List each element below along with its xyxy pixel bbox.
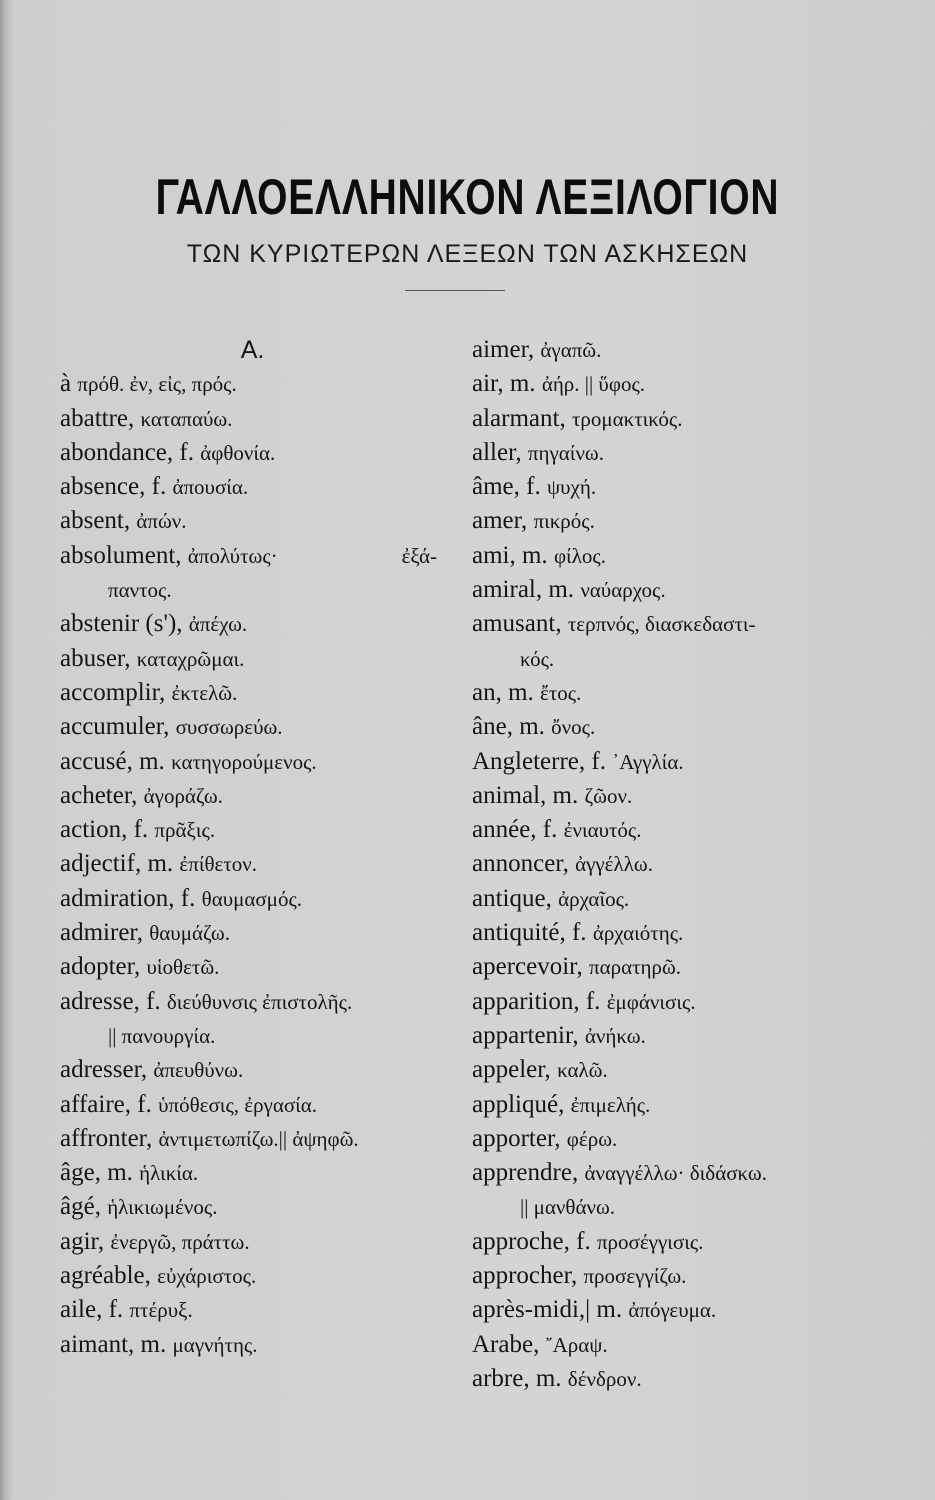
- greek-translation: κός.: [520, 646, 555, 671]
- dictionary-entry: [472, 985, 882, 1019]
- greek-translation: φίλος.: [553, 543, 606, 568]
- headword: aimant, m.: [60, 1330, 167, 1358]
- greek-translation: τρομακτικός.: [571, 406, 683, 431]
- headword: appeler,: [472, 1056, 551, 1084]
- greek-translation: ἀγγέλλω.: [575, 852, 653, 877]
- dictionary-entry: [472, 1088, 882, 1122]
- page-title: ΓΑΛΛΟΕΛΛΗΝΙΚΟΝ ΛΕΞΙΛΟΓΙΟΝ: [155, 169, 780, 225]
- greek-translation: πρᾶξις.: [154, 818, 216, 843]
- dictionary-entry: [60, 779, 460, 813]
- headword: adresser,: [60, 1056, 148, 1084]
- headword: amer,: [472, 507, 528, 535]
- entry-continuation: [472, 1190, 882, 1224]
- greek-translation: ναύαρχος.: [580, 578, 666, 603]
- headword: admiration, f.: [60, 884, 196, 912]
- headword: âge, m.: [60, 1159, 133, 1187]
- dictionary-entry: [472, 745, 882, 779]
- dictionary-entry: [60, 813, 460, 847]
- headword: aller,: [472, 438, 522, 466]
- headword: annoncer,: [472, 850, 569, 878]
- dictionary-entry: [472, 607, 882, 641]
- greek-translation-cont: ἐξά-: [401, 543, 437, 568]
- greek-translation: καταπαύω.: [140, 406, 233, 431]
- greek-translation: παντος.: [108, 578, 172, 603]
- greek-translation: προσεγγίζω.: [583, 1264, 687, 1289]
- headword: adopter,: [60, 953, 141, 981]
- dictionary-entry: [60, 470, 460, 504]
- greek-translation: ἡλικιωμένος.: [107, 1195, 218, 1220]
- dictionary-entry: [60, 504, 460, 538]
- left-column: [60, 333, 460, 1362]
- headword: âme, f.: [472, 473, 541, 501]
- headword: âne, m.: [472, 713, 545, 741]
- greek-translation: ἀπών.: [136, 509, 187, 534]
- greek-translation: ἀφθονία.: [200, 440, 276, 465]
- greek-translation: ἀπολύτως·: [187, 543, 278, 568]
- dictionary-entry: [60, 402, 460, 436]
- dictionary-entry: [60, 539, 437, 573]
- right-column: [472, 333, 882, 1396]
- headword: apporter,: [472, 1124, 561, 1152]
- greek-translation: ὄνος.: [551, 715, 596, 740]
- dictionary-entry: [60, 916, 460, 950]
- headword: appartenir,: [472, 1021, 579, 1049]
- dictionary-entry: [472, 504, 882, 538]
- dictionary-entry: [60, 1053, 460, 1087]
- headword: à: [60, 370, 72, 398]
- greek-translation: συσσωρεύω.: [175, 715, 283, 740]
- headword: approche, f.: [472, 1227, 591, 1255]
- dictionary-entry: [60, 436, 460, 470]
- dictionary-entry: [60, 367, 460, 401]
- headword: abondance, f.: [60, 438, 194, 466]
- headword: absent,: [60, 507, 131, 535]
- greek-translation: ὑπόθεσις, ἐργασία.: [158, 1092, 318, 1117]
- dictionary-entry: [472, 436, 882, 470]
- headword: an, m.: [472, 678, 534, 706]
- headword: abattre,: [60, 404, 135, 432]
- greek-translation: πτέρυξ.: [129, 1298, 193, 1323]
- greek-translation: ῎Αραψ.: [545, 1332, 608, 1357]
- dictionary-entry: [472, 813, 882, 847]
- dictionary-entry: [472, 367, 882, 401]
- greek-translation: ἐνεργῶ, πράττω.: [110, 1229, 250, 1254]
- greek-translation: ἀγοράζω.: [143, 783, 223, 808]
- headword: âgé,: [60, 1193, 101, 1221]
- headword: agréable,: [60, 1262, 151, 1290]
- dictionary-entry: [60, 1328, 460, 1362]
- greek-translation: εὐχάριστος.: [157, 1264, 257, 1289]
- dictionary-entry: [60, 847, 460, 881]
- greek-translation: υἱοθετῶ.: [146, 955, 220, 980]
- greek-translation: ἀρχαιότης.: [592, 921, 684, 946]
- headword: adjectif, m.: [60, 850, 174, 878]
- headword: apparition, f.: [472, 987, 601, 1015]
- greek-translation: προσέγγισις.: [596, 1229, 704, 1254]
- headword: alarmant,: [472, 404, 566, 432]
- dictionary-entry: [472, 402, 882, 436]
- headword: amiral, m.: [472, 576, 575, 604]
- headword: absolument,: [60, 541, 182, 569]
- headword: accusé, m.: [60, 747, 165, 775]
- greek-translation: ἀνήκω.: [584, 1023, 646, 1048]
- headword: arbre, m.: [472, 1364, 562, 1392]
- dictionary-entry: [472, 1362, 882, 1396]
- dictionary-entry: [60, 985, 460, 1019]
- dictionary-entry: [60, 1293, 460, 1327]
- section-letter: A.: [240, 336, 265, 364]
- dictionary-entry: [472, 779, 882, 813]
- greek-translation: θαυμάζω.: [149, 921, 230, 946]
- headword: après-midi,| m.: [472, 1296, 623, 1324]
- headword: aimer,: [472, 336, 535, 363]
- greek-translation: κατηγορούμενος.: [171, 749, 317, 774]
- greek-translation: ᾿Αγγλία.: [612, 749, 684, 774]
- headword: Arabe,: [472, 1330, 540, 1358]
- dictionary-entry: [472, 882, 882, 916]
- headword: animal, m.: [472, 781, 579, 809]
- headword: accomplir,: [60, 678, 166, 706]
- headword: accumuler,: [60, 713, 170, 741]
- dictionary-entry: [472, 1225, 882, 1259]
- greek-translation: ἀπόγευμα.: [628, 1298, 717, 1323]
- headword: appliqué,: [472, 1090, 565, 1118]
- headword: amusant,: [472, 610, 562, 638]
- dictionary-entry: [60, 710, 460, 744]
- entry-continuation: [60, 1019, 460, 1053]
- dictionary-entry: [472, 1019, 882, 1053]
- dictionary-entry: [60, 676, 460, 710]
- dictionary-entry: [472, 916, 882, 950]
- dictionary-entry: [472, 539, 882, 573]
- dictionary-entry: [60, 950, 460, 984]
- title-divider: [405, 290, 505, 291]
- dictionary-entry: [60, 1156, 460, 1190]
- headword: affronter,: [60, 1124, 153, 1152]
- greek-translation: καλῶ.: [557, 1058, 608, 1083]
- entry-continuation: [472, 642, 882, 676]
- greek-translation: ἀπέχω.: [188, 612, 248, 637]
- page-subtitle: ΤΩΝ ΚΥΡΙΩΤΕΡΩΝ ΛΕΞΕΩΝ ΤΩΝ ΑΣΚΗΣΕΩΝ: [186, 240, 749, 268]
- greek-translation: ἀναγγέλλω· διδάσκω.: [584, 1161, 767, 1186]
- greek-translation: πηγαίνω.: [527, 440, 605, 465]
- dictionary-entry: [472, 1293, 882, 1327]
- greek-translation: θαυμασμός.: [201, 886, 303, 911]
- dictionary-entry: [60, 882, 460, 916]
- headword: affaire, f.: [60, 1090, 152, 1118]
- dictionary-entry: [60, 1259, 460, 1293]
- greek-translation: ἀπουσία.: [172, 475, 249, 500]
- dictionary-entry: [60, 745, 460, 779]
- headword: aile, f.: [60, 1296, 124, 1324]
- greek-translation: ψυχή.: [546, 475, 597, 500]
- greek-translation: ἡλικία.: [139, 1161, 199, 1186]
- headword: abuser,: [60, 644, 131, 672]
- greek-translation: πικρός.: [533, 509, 595, 534]
- greek-translation: ἀπευθύνω.: [153, 1058, 244, 1083]
- greek-translation: ἐνιαυτός.: [563, 818, 642, 843]
- greek-translation: || μανθάνω.: [520, 1195, 616, 1220]
- headword: antiquité, f.: [472, 919, 587, 947]
- dictionary-entry: [472, 333, 882, 367]
- greek-translation: || πανουργία.: [108, 1023, 216, 1048]
- headword: approcher,: [472, 1262, 578, 1290]
- dictionary-entry: [472, 1122, 882, 1156]
- greek-translation: ἐπιμελής.: [570, 1092, 651, 1117]
- dictionary-entry: [60, 1190, 460, 1224]
- dictionary-entry: [60, 1088, 460, 1122]
- dictionary-entry: [472, 1259, 882, 1293]
- dictionary-entry: [472, 847, 882, 881]
- dictionary-entry: [472, 676, 882, 710]
- headword: air, m.: [472, 370, 536, 398]
- dictionary-entry: [60, 1122, 460, 1156]
- headword: antique,: [472, 884, 552, 912]
- headword: Angleterre, f.: [472, 747, 606, 775]
- greek-translation: ἀήρ. || ὕφος.: [541, 372, 646, 397]
- greek-translation: τερπνός, διασκεδαστι-: [567, 612, 756, 637]
- headword: adresse, f.: [60, 987, 161, 1015]
- greek-translation: ἀρχαῖος.: [558, 886, 630, 911]
- greek-translation: ἀγαπῶ.: [540, 338, 602, 362]
- greek-translation: παρατηρῶ.: [588, 955, 682, 980]
- headword: apprendre,: [472, 1159, 579, 1187]
- dictionary-entry: [472, 710, 882, 744]
- greek-translation: μαγνήτης.: [172, 1332, 258, 1357]
- headword: ami, m.: [472, 541, 548, 569]
- greek-translation: ἀντιμετωπίζω.|| ἀψηφῶ.: [158, 1126, 359, 1151]
- headword: année, f.: [472, 816, 558, 844]
- headword: absence, f.: [60, 473, 167, 501]
- greek-translation: καταχρῶμαι.: [136, 646, 245, 671]
- dictionary-entry: [472, 470, 882, 504]
- dictionary-entry: [472, 1328, 882, 1362]
- greek-translation: ζῶον.: [584, 783, 633, 808]
- dictionary-entry: [472, 1053, 882, 1087]
- greek-translation: ἐπίθετον.: [179, 852, 258, 877]
- headword: acheter,: [60, 781, 138, 809]
- dictionary-entry: [472, 950, 882, 984]
- entry-continuation: [60, 573, 460, 607]
- dictionary-entry: [472, 573, 882, 607]
- greek-translation: φέρω.: [566, 1126, 618, 1151]
- headword: action, f.: [60, 816, 149, 844]
- greek-translation: ἔτος.: [540, 680, 582, 705]
- greek-translation: ἐμφάνισις.: [606, 989, 696, 1014]
- dictionary-entry: [60, 642, 460, 676]
- dictionary-entry: [60, 1225, 460, 1259]
- dictionary-entry: [472, 1156, 882, 1190]
- greek-translation: πρόθ. ἐν, εἰς, πρός.: [77, 372, 237, 397]
- headword: agir,: [60, 1227, 105, 1255]
- greek-translation: διεύθυνσις ἐπιστολῆς.: [166, 989, 353, 1014]
- greek-translation: δένδρον.: [567, 1366, 642, 1391]
- headword: apercevoir,: [472, 953, 583, 981]
- dictionary-entry: [60, 607, 460, 641]
- headword: abstenir (s'),: [60, 610, 183, 638]
- greek-translation: ἐκτελῶ.: [171, 680, 238, 705]
- headword: admirer,: [60, 919, 143, 947]
